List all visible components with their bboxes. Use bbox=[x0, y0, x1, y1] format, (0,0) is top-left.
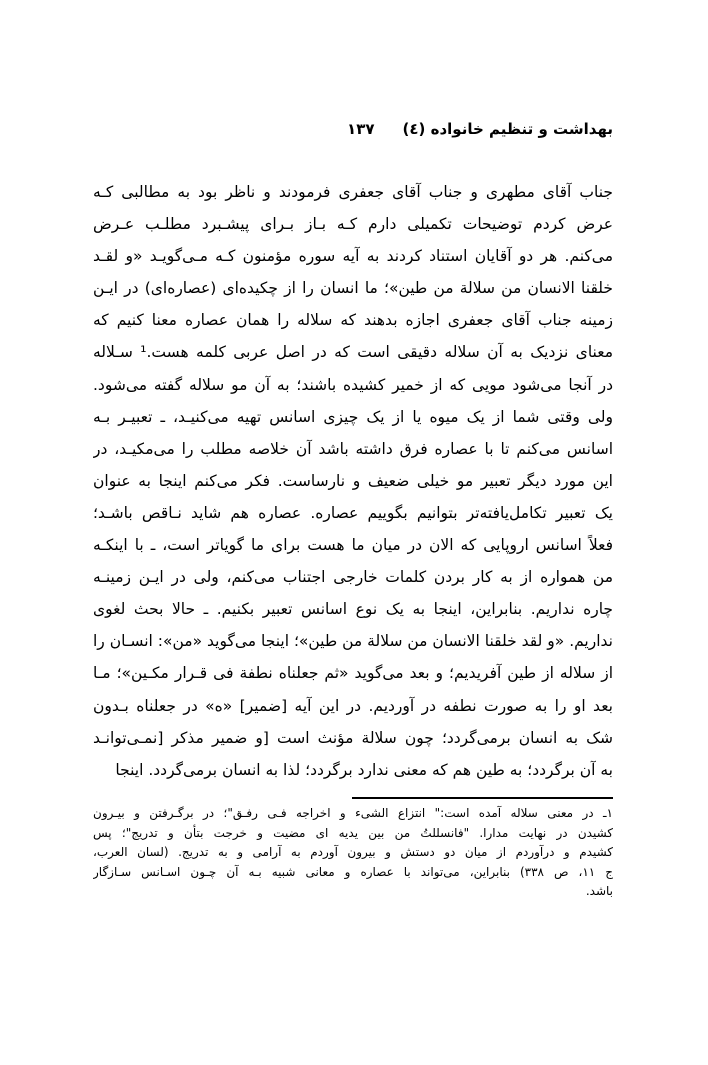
text-line: این مورد دیگر تعبیر مو خیلی ضعیف و نارساست. فکر می‌کنم اینجا به عنوان bbox=[93, 471, 613, 490]
text-line: جناب آقای مطهری و جناب آقای جعفری فرمودند و ناظر بود به مطالبی کـه bbox=[93, 183, 613, 201]
body-text bbox=[93, 176, 613, 786]
text-line: معنای نزدیک به آن سلاله دقیقی است که در اصل عربی کلمه هست.¹ سـلاله bbox=[93, 343, 613, 362]
page-number: ١٣٧ bbox=[347, 120, 375, 138]
text-line: بعد او را به صورت نطفه در آوردیم. در این آیه [ضمیر] «ه» در جعلناه بـدون bbox=[93, 696, 613, 715]
text-line: از سلاله از طین آفریدیم؛ و بعد می‌گوید «ثم جعلناه نطفة فی قـرار مکـین»؛ مـا bbox=[93, 664, 613, 683]
running-header bbox=[93, 120, 613, 138]
footnote-line: ١ـ در معنی سلاله آمده است:" انتزاع الشیء و اخراجه فـی رفـق"؛ در برگـرفتن و بیـرون bbox=[93, 806, 613, 820]
footnote-line: کشیدن در نهایت مدارا. "فانسللتُ من بین یدیه ای مضیت و خرجت بتأن و تدریج"؛ پس bbox=[93, 825, 613, 840]
header-title: بهداشت و تنظیم خانواده (٤) bbox=[402, 120, 613, 138]
footnote-line: ج ١١، ص ٣٣٨) بنابراین، می‌تواند با عصاره و معانی شبیه بـه آن چـون اسـانس سـازگار bbox=[93, 864, 613, 879]
footnote bbox=[93, 804, 613, 902]
text-line: من همواره از به کار بردن کلمات خارجی اجتناب می‌کنم، ولی در ایـن زمینـه bbox=[93, 568, 613, 587]
text-line: زمینه جناب آقای جعفری اجازه بدهند که سلاله را همان عصاره معنا کنیم که bbox=[93, 311, 613, 330]
text-line: چاره نداریم. بنابراین، اینجا به یک نوع اسانس تعبیر بکنیم. ـ حالا بحث لغوی bbox=[93, 600, 613, 619]
text-line: شک به انسان برمی‌گردد؛ چون سلالة مؤنث است [و ضمیر مذکر [نمـی‌توانـد bbox=[93, 728, 613, 747]
text-line: فعلاً اسانس اروپایی که الان در میان ما هست برای ما گویاتر است، ـ با اینکـه bbox=[93, 536, 613, 555]
text-line: عرض کردم توضیحات تکمیلی دارم کـه بـاز بـرای پیشـبرد مطلـب عـرض bbox=[93, 215, 613, 234]
text-line: به آن برگردد؛ به طین هم که معنی ندارد برگردد؛ لذا به انسان برمی‌گردد. اینجا bbox=[115, 760, 613, 779]
text-line: در آنجا می‌شود مویی که از خمیر کشیده باشند؛ به آن مو سلاله گفته می‌شود. bbox=[93, 375, 613, 394]
text-line: می‌کنم. هر دو آقایان استناد کردند به آیه سوره مؤمنون کـه مـی‌گویـد «و لقـد bbox=[93, 247, 613, 266]
text-line: نداریم. «و لقد خلقنا الانسان من سلالة من طین»؛ اینجا می‌گوید «من»: انسـان را bbox=[93, 632, 613, 651]
text-line: اسانس می‌کنم تا با عصاره فرق داشته باشد آن خلاصه مطلب را می‌مکیـد، در bbox=[93, 439, 613, 458]
footnote-divider bbox=[352, 797, 613, 799]
footnote-line: کشیدم و درآوردم از میان دو دستش و بیرون آوردم به آرامی و به تدریج. (لسان العرب، bbox=[93, 845, 613, 860]
text-line: یک تعبیر تکامل‌یافته‌تر بتوانیم بگوییم عصاره. عصاره هم شاید نـاقص باشـد؛ bbox=[93, 503, 613, 522]
text-line: خلقنا الانسان من سلالة من طین»؛ ما انسان را از چکیده‌ای (عصاره‌ای) در ایـن bbox=[93, 279, 613, 298]
footnote-line: باشد. bbox=[585, 884, 613, 899]
text-line: ولی وقتی شما از یک میوه یا از یک چیزی اسانس تهیه می‌کنیـد، ـ تعبیـر بـه bbox=[93, 407, 613, 426]
